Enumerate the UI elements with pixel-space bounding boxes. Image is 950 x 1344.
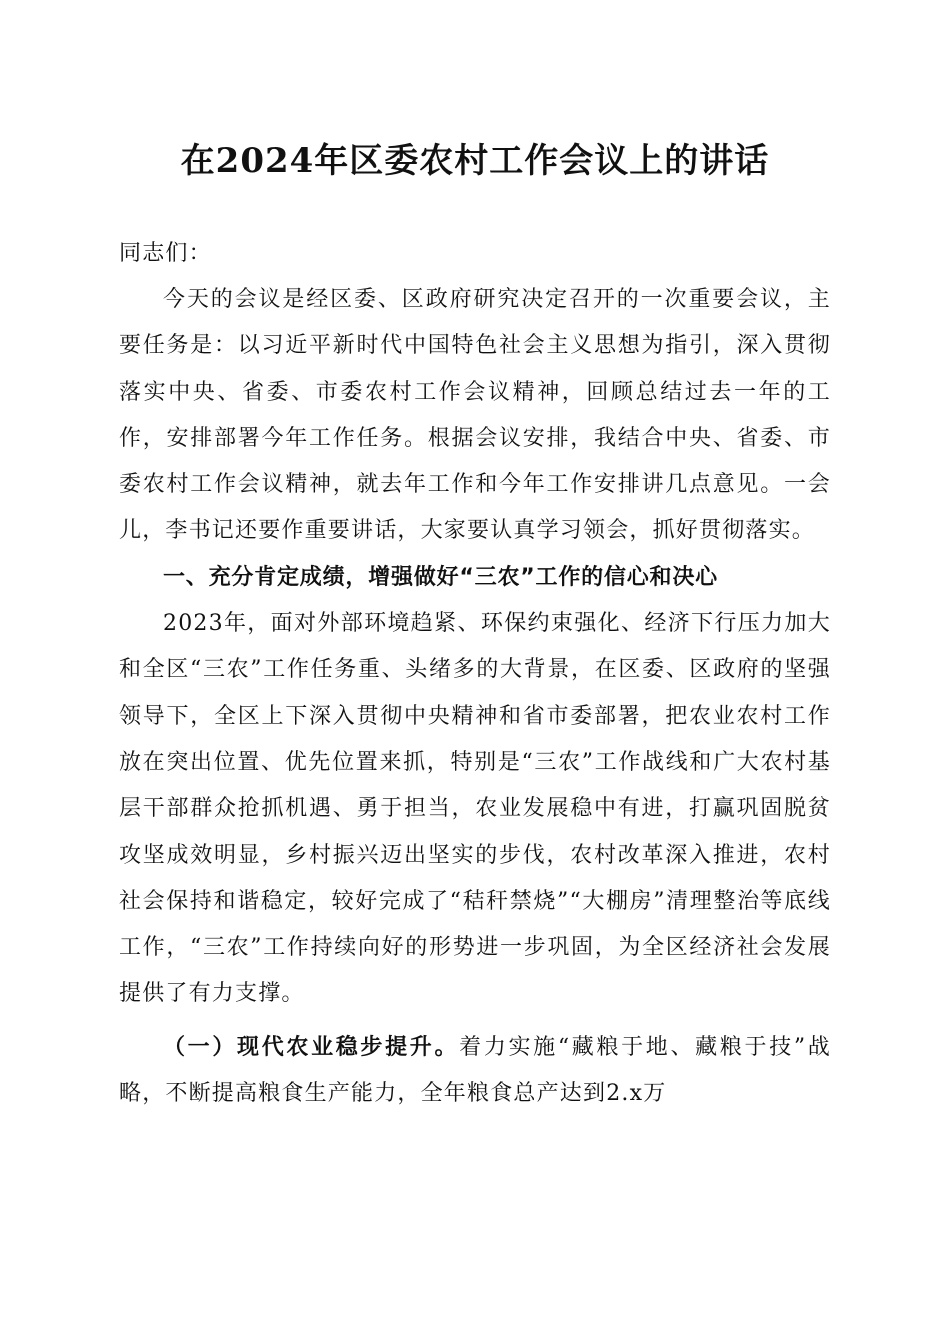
subsection-1-text: 着力实施“藏粮于地、藏粮于技”战略，不断提高粮食生产能力，全年粮食总产达到2.x万 — [119, 1034, 831, 1107]
section-heading-1: 一、充分肯定成绩，增强做好“三农”工作的信心和决心 — [163, 564, 718, 590]
subsection-1-paragraph — [119, 1024, 831, 1118]
greeting: 同志们： — [119, 241, 212, 266]
intro-paragraph: 今天的会议是经区委、区政府研究决定召开的一次重要会议，主要任务是：以习近平新时代中国特色社会主义思想为指引，深入贯彻落实中央、省委、市委农村工作会议精神，回顾总结过去一年的工作，安排部署今年工作任务。根据会议安排，我结合中央、省委、市委农村工作会议精神，就去年工作和今年工作安排讲几点意见。一会儿，李书记还要作重要讲话，大家要认真学习领会，抓好贯彻落实。 — [119, 287, 831, 544]
document-body — [119, 277, 831, 1117]
document-title: 在2024年区委农村工作会议上的讲话 — [180, 141, 770, 181]
section-1-paragraph: 2023年，面对外部环境趋紧、环保约束强化、经济下行压力加大和全区“三农”工作任务重、头绪多的大背景，在区委、区政府的坚强领导下，全区上下深入贯彻中央精神和省市委部署，把农业农村工作放在突出位置、优先位置来抓，特别是“三农”工作战线和广大农村基层干部群众抢抓机遇、勇于担当，农业发展稳中有进，打赢巩固脱贫攻坚成效明显，乡村振兴迈出坚实的步伐，农村改革深入推进，农村社会保持和谐稳定，较好完成了“秸秆禁烧”“大棚房”清理整治等底线工作，“三农”工作持续向好的形势进一步巩固，为全区经济社会发展提供了有力支撑。 — [119, 611, 831, 1007]
subsection-1-lead: （一）现代农业稳步提升。 — [163, 1033, 460, 1060]
